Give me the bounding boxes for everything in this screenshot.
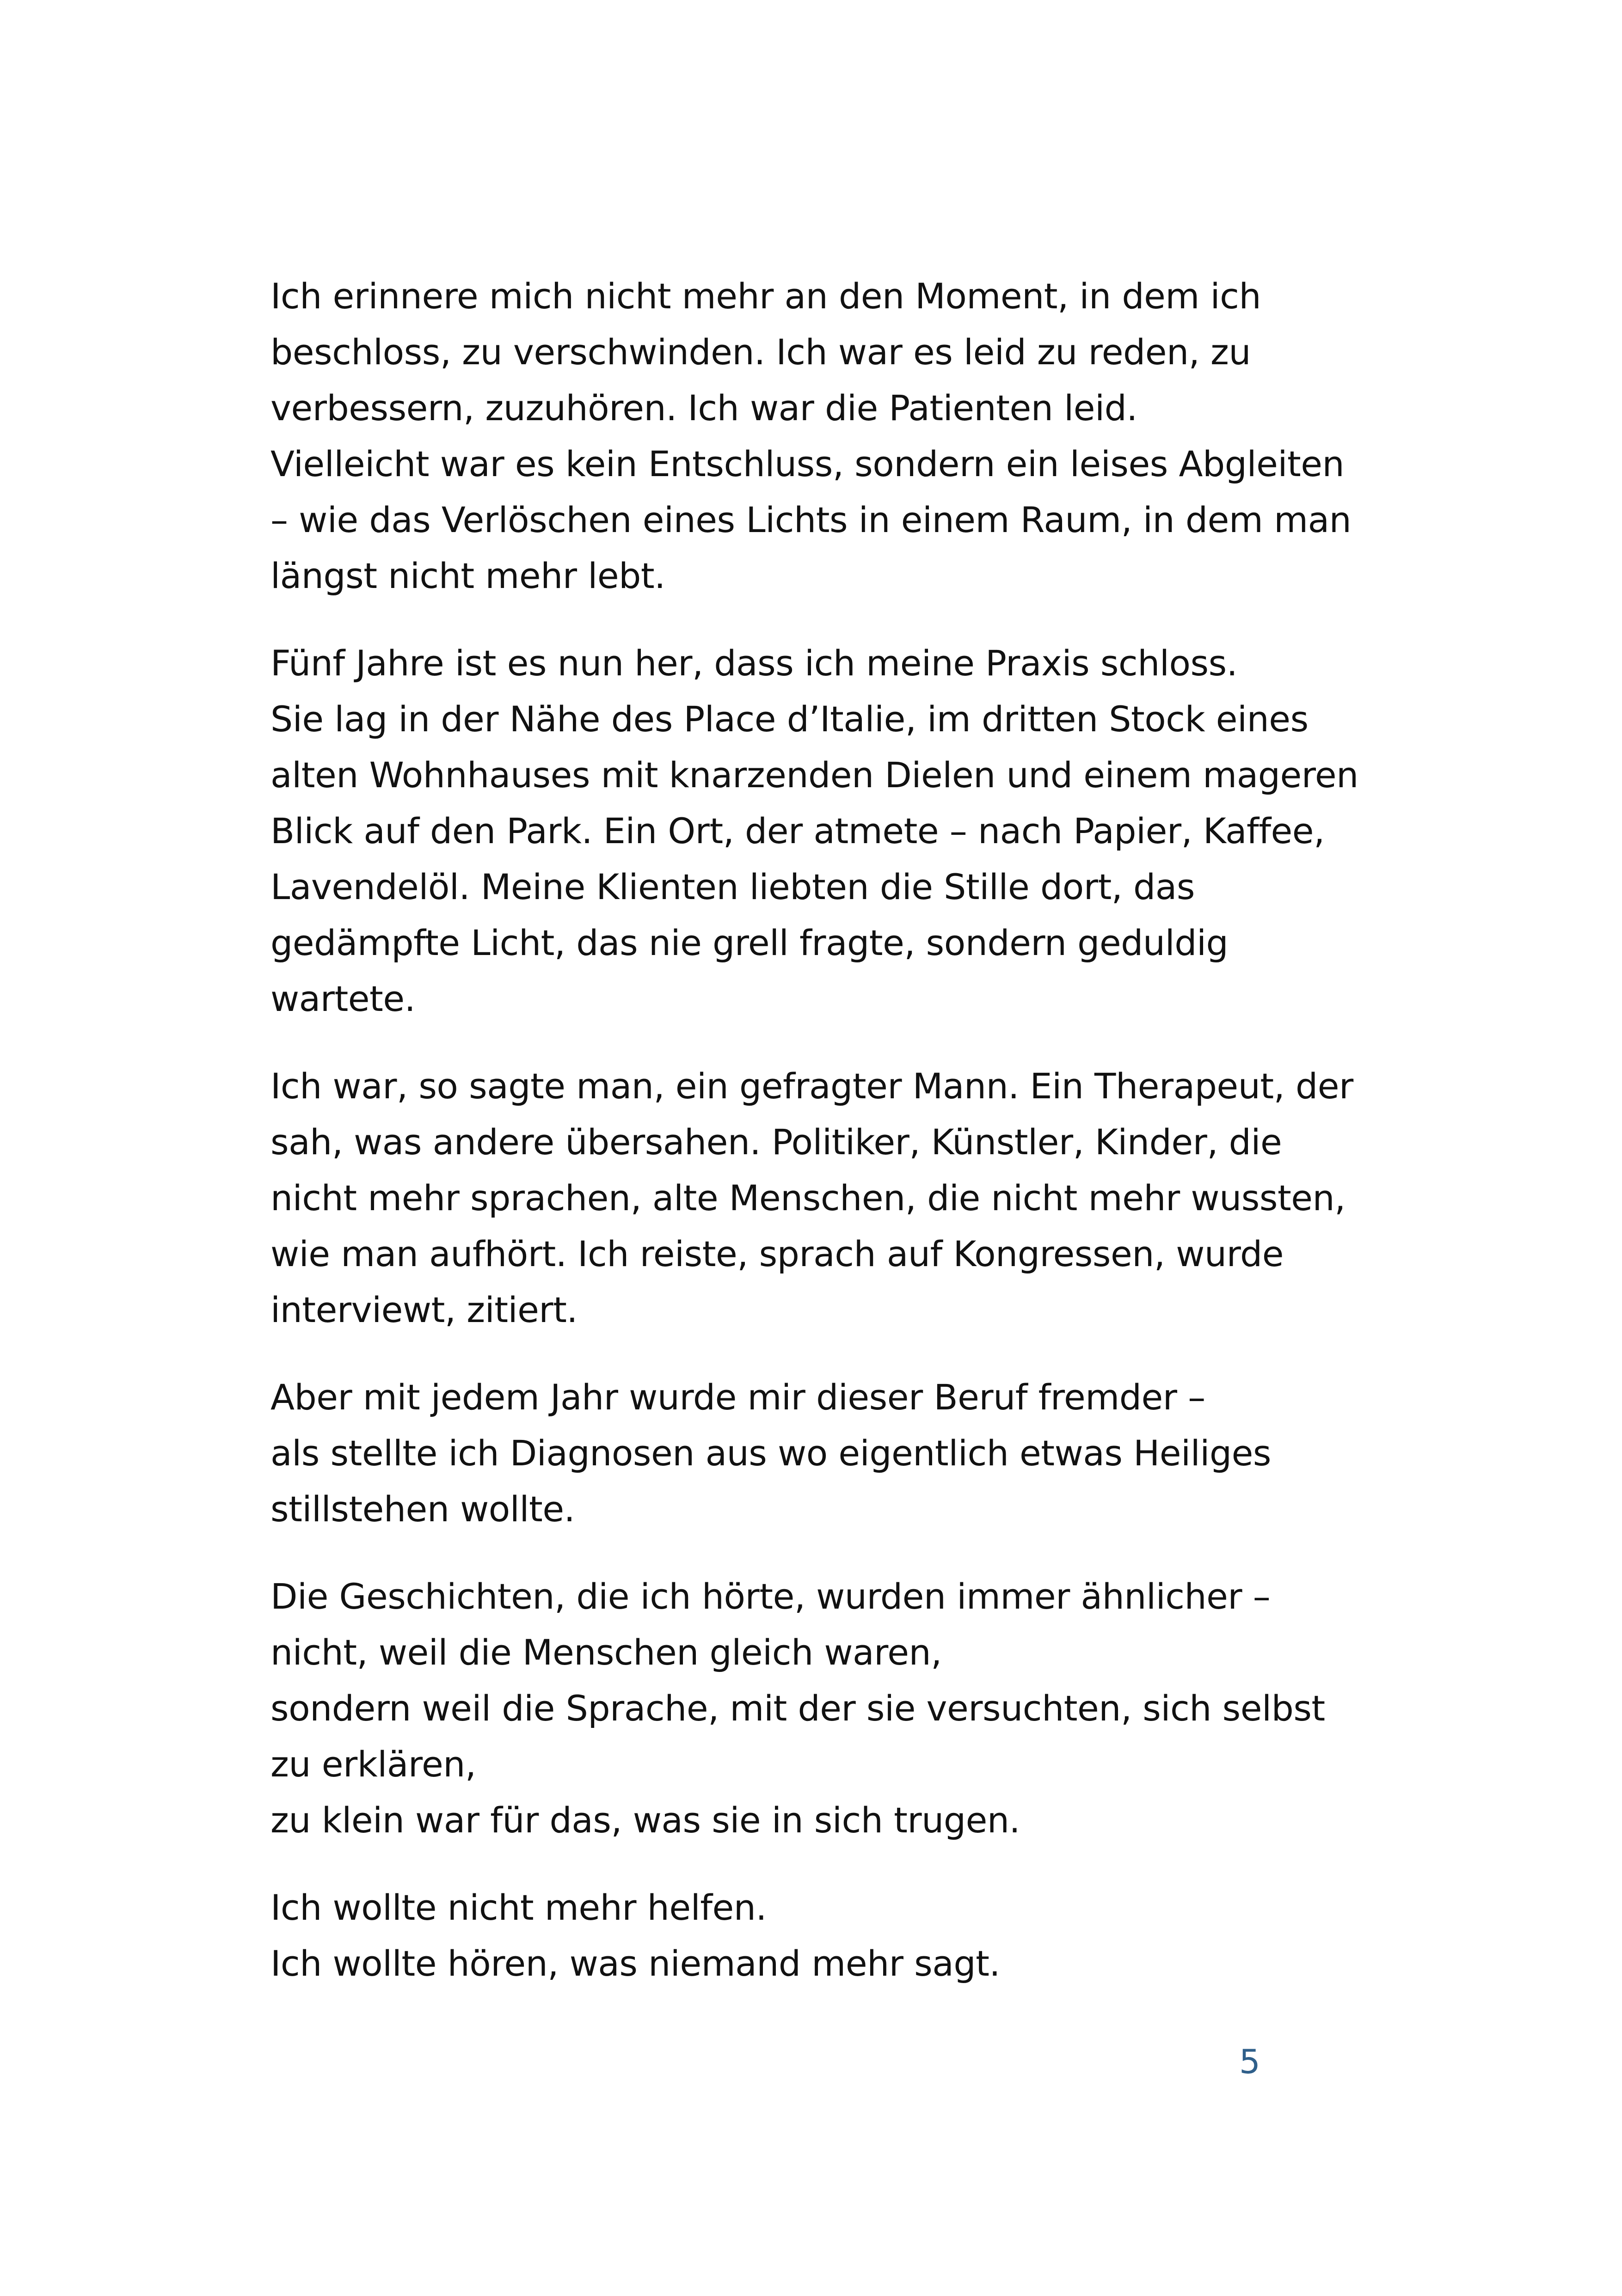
- text-line: interviewt, zitiert.: [270, 1289, 578, 1330]
- text-line: – wie das Verlöschen eines Lichts in einem Raum, in dem man: [270, 499, 1352, 540]
- paragraph-3: [270, 1058, 1454, 1338]
- paragraph-2: [270, 635, 1454, 1027]
- body-text: [270, 268, 1454, 2023]
- text-line: als stellte ich Diagnosen aus wo eigentlich etwas Heiliges: [270, 1433, 1271, 1474]
- text-line: Blick auf den Park. Ein Ort, der atmete – nach Papier, Kaffee,: [270, 810, 1325, 851]
- text-line: Ich erinnere mich nicht mehr an den Moment, in dem ich: [270, 276, 1261, 317]
- paragraph-6: [270, 1880, 1454, 1991]
- text-line: stillstehen wollte.: [270, 1488, 575, 1530]
- text-line: zu erklären,: [270, 1744, 476, 1785]
- text-line: wartete.: [270, 978, 416, 1019]
- text-line: nicht mehr sprachen, alte Menschen, die nicht mehr wussten,: [270, 1177, 1346, 1218]
- text-line: sondern weil die Sprache, mit der sie versuchten, sich selbst: [270, 1688, 1325, 1729]
- text-line: nicht, weil die Menschen gleich waren,: [270, 1632, 942, 1673]
- text-line: Vielleicht war es kein Entschluss, sondern ein leises Abgleiten: [270, 443, 1345, 484]
- text-line: Ich wollte hören, was niemand mehr sagt.: [270, 1943, 1001, 1984]
- paragraph-4: [270, 1369, 1454, 1537]
- text-line: sah, was andere übersahen. Politiker, Künstler, Kinder, die: [270, 1121, 1282, 1163]
- text-line: alten Wohnhauses mit knarzenden Dielen und einem mageren: [270, 754, 1358, 796]
- text-line: Lavendelöl. Meine Klienten liebten die Stille dort, das: [270, 866, 1195, 907]
- page-number: 5: [1239, 2042, 1260, 2081]
- text-line: Sie lag in der Nähe des Place d’Italie, im dritten Stock eines: [270, 698, 1309, 740]
- text-line: beschloss, zu verschwinden. Ich war es leid zu reden, zu: [270, 331, 1251, 373]
- text-line: Die Geschichten, die ich hörte, wurden immer ähnlicher –: [270, 1576, 1271, 1617]
- text-line: zu klein war für das, was sie in sich trugen.: [270, 1800, 1020, 1841]
- text-line: Fünf Jahre ist es nun her, dass ich meine Praxis schloss.: [270, 643, 1238, 684]
- paragraph-5: [270, 1568, 1454, 1848]
- text-line: Ich war, so sagte man, ein gefragter Mann. Ein Therapeut, der: [270, 1065, 1353, 1107]
- text-line: Aber mit jedem Jahr wurde mir dieser Beruf fremder –: [270, 1377, 1205, 1418]
- text-line: längst nicht mehr lebt.: [270, 555, 665, 596]
- text-line: verbessern, zuzuhören. Ich war die Patienten leid.: [270, 387, 1137, 429]
- text-line: wie man aufhört. Ich reiste, sprach auf Kongressen, wurde: [270, 1233, 1284, 1274]
- text-line: gedämpfte Licht, das nie grell fragte, sondern geduldig: [270, 922, 1229, 963]
- paragraph-1: [270, 268, 1454, 604]
- text-line: Ich wollte nicht mehr helfen.: [270, 1887, 767, 1928]
